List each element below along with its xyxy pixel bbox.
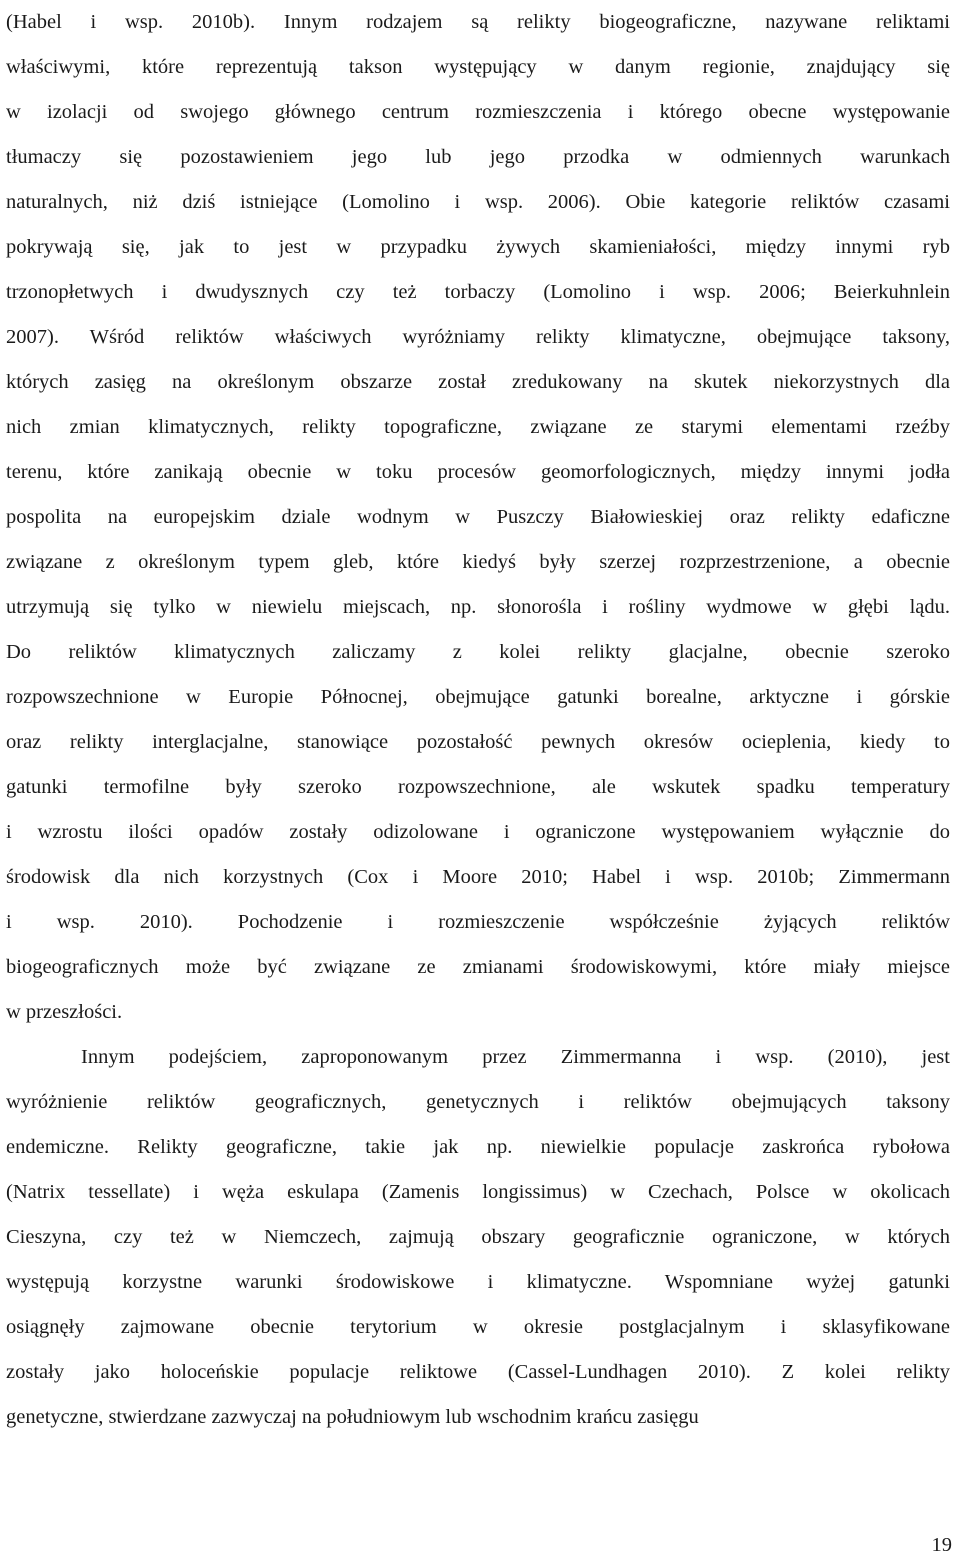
text-line: wyróżnienie reliktów geograficznych, genetycznych i reliktów obejmujących taksony (6, 1091, 950, 1113)
text-line: biogeograficznych może być związane ze zmianami środowiskowymi, które miały miejsce (6, 956, 950, 978)
text-line: oraz relikty interglacjalne, stanowiące pozostałość pewnych okresów ocieplenia, kiedy to (6, 731, 950, 753)
text-line: pokrywają się, jak to jest w przypadku żywych skamieniałości, między innymi ryb (6, 236, 950, 258)
text-line: 2007). Wśród reliktów właściwych wyróżniamy relikty klimatyczne, obejmujące taksony, (6, 326, 950, 348)
text-line: trzonopłetwych i dwudysznych czy też torbaczy (Lomolino i wsp. 2006; Beierkuhnlein (6, 281, 950, 303)
text-line: których zasięg na określonym obszarze został zredukowany na skutek niekorzystnych dla (6, 371, 950, 393)
text-line: naturalnych, niż dziś istniejące (Lomolino i wsp. 2006). Obie kategorie reliktów czasami (6, 191, 950, 213)
text-line: nich zmian klimatycznych, relikty topograficzne, związane ze starymi elementami rzeźby (6, 416, 950, 438)
text-line: środowisk dla nich korzystnych (Cox i Moore 2010; Habel i wsp. 2010b; Zimmermann (6, 866, 950, 888)
text-line: utrzymują się tylko w niewielu miejscach, np. słonorośla i rośliny wydmowe w głębi lądu. (6, 596, 950, 618)
text-line: endemiczne. Relikty geograficzne, takie jak np. niewielkie populacje zaskrońca rybołowa (6, 1136, 950, 1158)
text-line: terenu, które zanikają obecnie w toku procesów geomorfologicznych, między innymi jodła (6, 461, 950, 483)
text-line: związane z określonym typem gleb, które kiedyś były szerzej rozprzestrzenione, a obecnie (6, 551, 950, 573)
text-line: i wzrostu ilości opadów zostały odizolowane i ograniczone występowaniem wyłącznie do (6, 821, 950, 843)
text-line: (Habel i wsp. 2010b). Innym rodzajem są relikty biogeograficzne, nazywane reliktami (6, 11, 950, 33)
text-line: (Natrix tessellate) i węża eskulapa (Zamenis longissimus) w Czechach, Polsce w okolicach (6, 1181, 950, 1203)
text-line: i wsp. 2010). Pochodzenie i rozmieszczenie współcześnie żyjących reliktów (6, 911, 950, 933)
text-line: Do reliktów klimatycznych zaliczamy z kolei relikty glacjalne, obecnie szeroko (6, 641, 950, 663)
text-line: zostały jako holoceńskie populacje reliktowe (Cassel-Lundhagen 2010). Z kolei relikty (6, 1361, 950, 1383)
text-line: w izolacji od swojego głównego centrum rozmieszczenia i którego obecne występowanie (6, 101, 950, 123)
body-text (6, 0, 950, 1440)
text-line: Cieszyna, czy też w Niemczech, zajmują obszary geograficznie ograniczone, w których (6, 1226, 950, 1248)
text-line: występują korzystne warunki środowiskowe i klimatyczne. Wspomniane wyżej gatunki (6, 1271, 950, 1293)
text-line: Innym podejściem, zaproponowanym przez Zimmermanna i wsp. (2010), jest (81, 1046, 950, 1068)
page-number: 19 (931, 1534, 952, 1556)
text-line: gatunki termofilne były szeroko rozpowszechnione, ale wskutek spadku temperatury (6, 776, 950, 798)
text-line: właściwymi, które reprezentują takson występujący w danym regionie, znajdujący się (6, 56, 950, 78)
text-line: tłumaczy się pozostawieniem jego lub jego przodka w odmiennych warunkach (6, 146, 950, 168)
text-line: w przeszłości. (6, 1001, 123, 1023)
text-line: rozpowszechnione w Europie Północnej, obejmujące gatunki borealne, arktyczne i górskie (6, 686, 950, 708)
text-line: genetyczne, stwierdzane zazwyczaj na południowym lub wschodnim krańcu zasięgu (6, 1406, 699, 1428)
text-line: pospolita na europejskim dziale wodnym w Puszczy Białowieskiej oraz relikty edaficzne (6, 506, 950, 528)
text-line: osiągnęły zajmowane obecnie terytorium w okresie postglacjalnym i sklasyfikowane (6, 1316, 950, 1338)
